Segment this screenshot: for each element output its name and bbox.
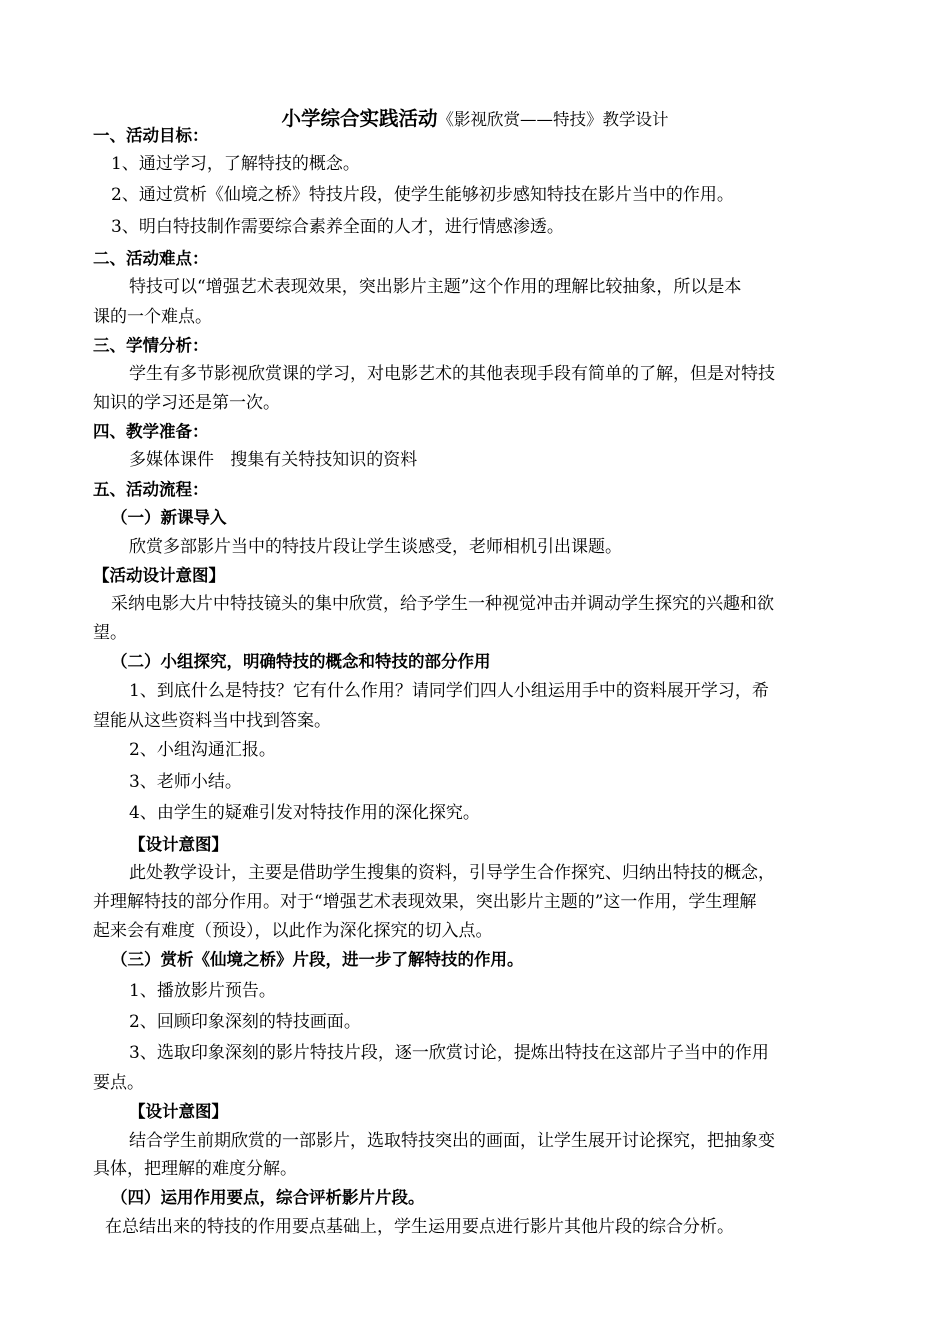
title-main: 小学综合实践活动 — [281, 107, 438, 130]
part3-item2: 2、回顾印象深刻的特技画面。 — [129, 1012, 361, 1032]
part2-intent-line2: 并理解特技的部分作用。对于“增强艺术表现效果，突出影片主题的”这一作用，学生理解 — [93, 892, 757, 912]
part1-heading: （一）新课导入 — [111, 508, 227, 527]
part2-item1-line1: 1、到底什么是特技？它有什么作用？请同学们四人小组运用手中的资料展开学习，希 — [129, 681, 769, 701]
part1-para: 欣赏多部影片当中的特技片段让学生谈感受，老师相机引出课题。 — [129, 537, 622, 557]
part1-intent-line1: 采纳电影大片中特技镜头的集中欣赏，给予学生一种视觉冲击并调动学生探究的兴趣和欲 — [111, 594, 774, 614]
part2-intent-heading: 【设计意图】 — [129, 835, 228, 854]
part4-heading: （四）运用作用要点，综合评析影片片段。 — [111, 1188, 425, 1207]
part1-intent-heading: 【活动设计意图】 — [93, 566, 225, 585]
part3-heading: （三）赏析《仙境之桥》片段，进一步了解特技的作用。 — [111, 950, 524, 969]
section2-heading: 二、活动难点： — [93, 249, 209, 268]
section2-para-line2: 课的一个难点。 — [93, 307, 212, 327]
section3-para-line2: 知识的学习还是第一次。 — [93, 393, 280, 413]
part2-intent-line1: 此处教学设计，主要是借助学生搜集的资料，引导学生合作探究、归纳出特技的概念， — [129, 863, 775, 883]
section1-heading: 一、活动目标： — [93, 126, 209, 145]
part2-item1-line2: 望能从这些资料当中找到答案。 — [93, 711, 331, 731]
part1-intent-line2: 望。 — [93, 623, 127, 643]
section4-para: 多媒体课件 搜集有关特技知识的资料 — [129, 450, 418, 470]
section3-para-line1: 学生有多节影视欣赏课的学习，对电影艺术的其他表现手段有简单的了解，但是对特技 — [129, 364, 775, 384]
part3-intent-heading: 【设计意图】 — [129, 1102, 228, 1121]
part3-item1: 1、播放影片预告。 — [129, 981, 276, 1001]
section4-heading: 四、教学准备： — [93, 422, 209, 441]
part3-item3-line2: 要点。 — [93, 1073, 144, 1093]
section1-item-2: 2、通过赏析《仙境之桥》特技片段，使学生能够初步感知特技在影片当中的作用。 — [111, 185, 734, 205]
part3-item3-line1: 3、选取印象深刻的影片特技片段，逐一欣赏讨论，提炼出特技在这部片子当中的作用 — [129, 1043, 769, 1063]
part4-para: 在总结出来的特技的作用要点基础上，学生运用要点进行影片其他片段的综合分析。 — [105, 1217, 734, 1237]
section2-para-line1: 特技可以“增强艺术表现效果，突出影片主题”这个作用的理解比较抽象，所以是本 — [129, 277, 742, 297]
part3-intent-line1: 结合学生前期欣赏的一部影片，选取特技突出的画面，让学生展开讨论探究，把抽象变 — [129, 1131, 775, 1151]
part3-intent-line2: 具体，把理解的难度分解。 — [93, 1159, 297, 1179]
part2-item3: 3、老师小结。 — [129, 772, 242, 792]
section3-heading: 三、学情分析： — [93, 336, 209, 355]
section1-item-3: 3、明白特技制作需要综合素养全面的人才，进行情感渗透。 — [111, 217, 564, 237]
part2-heading: （二）小组探究，明确特技的概念和特技的部分作用 — [111, 652, 491, 671]
part2-intent-line3: 起来会有难度（预设），以此作为深化探究的切入点。 — [93, 921, 493, 941]
part2-item4: 4、由学生的疑难引发对特技作用的深化探究。 — [129, 803, 480, 823]
section5-heading: 五、活动流程： — [93, 480, 209, 499]
title-sub: 《影视欣赏——特技》教学设计 — [437, 110, 669, 129]
section1-item-1: 1、通过学习，了解特技的概念。 — [111, 154, 360, 174]
part2-item2: 2、小组沟通汇报。 — [129, 740, 276, 760]
